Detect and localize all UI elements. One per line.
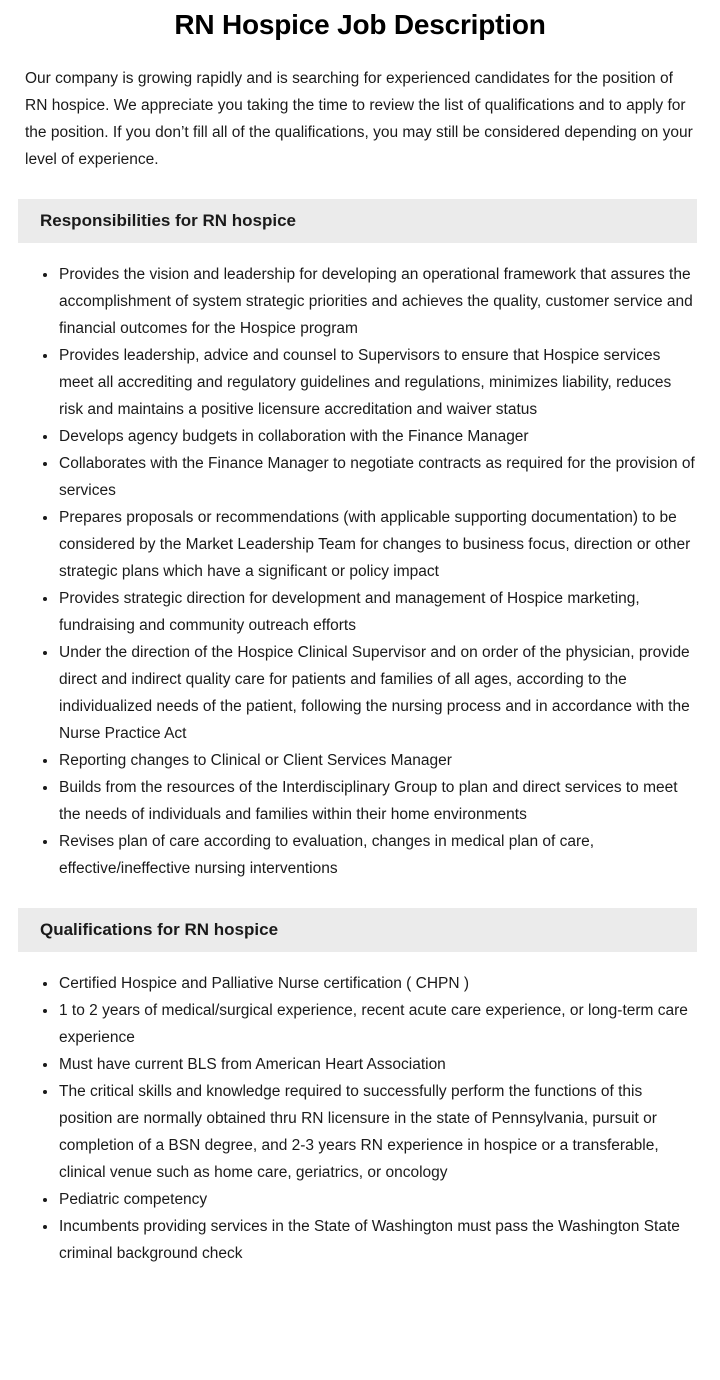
list-item: Incumbents providing services in the State of Washington must pass the Washington State criminal background check xyxy=(25,1213,695,1267)
list-item: Revises plan of care according to evaluation, changes in medical plan of care, effective/ineffective nursing interventions xyxy=(25,828,695,882)
list-item: Builds from the resources of the Interdisciplinary Group to plan and direct services to meet the needs of individuals and families within their home environments xyxy=(25,774,695,828)
list-item: Certified Hospice and Palliative Nurse certification ( CHPN ) xyxy=(25,970,695,997)
list-item: Provides the vision and leadership for developing an operational framework that assures the accomplishment of system strategic priorities and achieves the quality, customer service and financial outcomes for the Hospice program xyxy=(25,261,695,342)
section-responsibilities xyxy=(0,199,720,882)
list-item: Reporting changes to Clinical or Client Services Manager xyxy=(25,747,695,774)
section-qualifications xyxy=(0,908,720,1267)
list-item: The critical skills and knowledge required to successfully perform the functions of this position are normally obtained thru RN licensure in the state of Pennsylvania, pursuit or completion of a BSN degree, and 2-3 years RN experience in hospice or a transferable, clinical venue such as home care, geriatrics, or oncology xyxy=(25,1078,695,1186)
list-item: Collaborates with the Finance Manager to negotiate contracts as required for the provision of services xyxy=(25,450,695,504)
section-heading-responsibilities: Responsibilities for RN hospice xyxy=(18,199,697,243)
list-item: Provides leadership, advice and counsel to Supervisors to ensure that Hospice services meet all accrediting and regulatory guidelines and regulations, minimizes liability, reduces risk and maintains a positive licensure accreditation and waiver status xyxy=(25,342,695,423)
section-heading-qualifications: Qualifications for RN hospice xyxy=(18,908,697,952)
list-item: 1 to 2 years of medical/surgical experience, recent acute care experience, or long-term care experience xyxy=(25,997,695,1051)
responsibilities-list xyxy=(0,243,720,882)
page-title: RN Hospice Job Description xyxy=(174,9,546,40)
qualifications-list xyxy=(0,952,720,1267)
list-item: Develops agency budgets in collaboration with the Finance Manager xyxy=(25,423,695,450)
list-item: Must have current BLS from American Heart Association xyxy=(25,1051,695,1078)
list-item: Pediatric competency xyxy=(25,1186,695,1213)
list-item: Prepares proposals or recommendations (with applicable supporting documentation) to be considered by the Market Leadership Team for changes to business focus, direction or other strategic plans which have a significant or policy impact xyxy=(25,504,695,585)
intro-paragraph: Our company is growing rapidly and is searching for experienced candidates for the position of RN hospice. We appreciate you taking the time to review the list of qualifications and to apply for the position. If you don’t fill all of the qualifications, you may still be considered depending on your level of experience. xyxy=(25,70,693,168)
list-item: Under the direction of the Hospice Clinical Supervisor and on order of the physician, provide direct and indirect quality care for patients and families of all ages, according to the individualized needs of the patient, following the nursing process and in accordance with the Nurse Practice Act xyxy=(25,639,695,747)
list-item: Provides strategic direction for development and management of Hospice marketing, fundraising and community outreach efforts xyxy=(25,585,695,639)
page-bottom-spacer xyxy=(0,1267,720,1311)
